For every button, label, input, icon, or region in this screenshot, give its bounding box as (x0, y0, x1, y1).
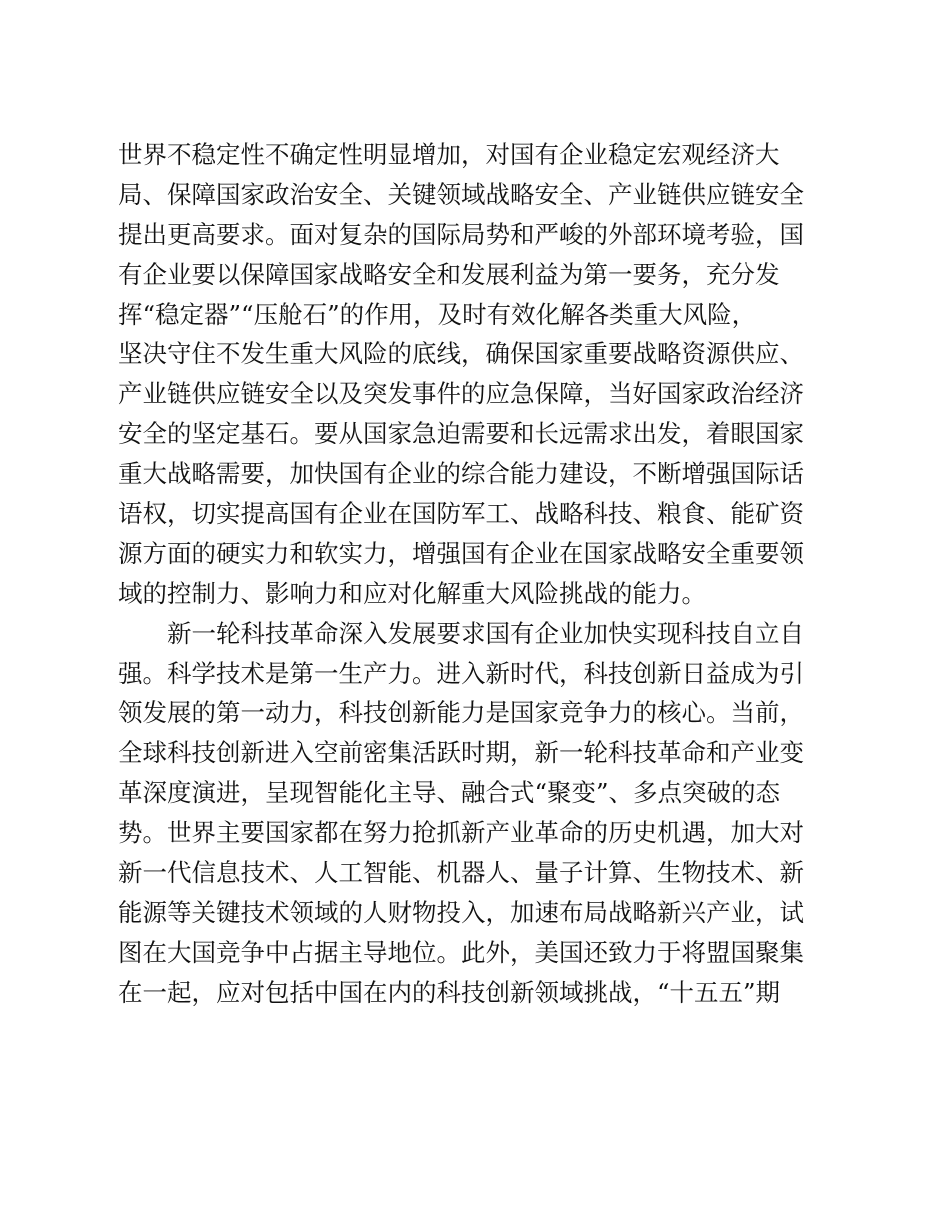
text-line: 在一起，应对包括中国在内的科技创新领域挑战，“十五五”期 (118, 977, 781, 1007)
text-line: 图在大国竞争中占据主导地位。此外，美国还致力于将盟国聚集 (118, 937, 804, 967)
text-line: 全球科技创新进入空前密集活跃时期，新一轮科技革命和产业变 (118, 738, 804, 768)
text-line: 势。世界主要国家都在努力抢抓新产业革命的历史机遇，加大对 (118, 818, 804, 848)
paragraph-2 (118, 614, 818, 1013)
text-line: 领发展的第一动力，科技创新能力是国家竞争力的核心。当前， (118, 698, 804, 728)
text-line: 安全的坚定基石。要从国家急迫需要和长远需求出发，着眼国家 (118, 419, 804, 449)
text-line: 局、保障国家政治安全、关键领域战略安全、产业链供应链安全 (118, 179, 804, 209)
paragraph-1 (118, 135, 818, 614)
text-line: 世界不稳定性不确定性明显增加，对国有企业稳定宏观经济大 (118, 140, 780, 169)
text-line: 革深度演进，呈现智能化主导、融合式“聚变”、多点突破的态 (118, 778, 781, 808)
text-line: 有企业要以保障国家战略安全和发展利益为第一要务，充分发 (118, 259, 780, 289)
text-line: 语权，切实提高国有企业在国防军工、战略科技、粮食、能矿资 (118, 499, 804, 529)
body-text (118, 135, 818, 1013)
text-line: 新一代信息技术、人工智能、机器人、量子计算、生物技术、新 (118, 858, 804, 888)
text-line: 提出更高要求。面对复杂的国际局势和严峻的外部环境考验，国 (118, 219, 804, 249)
text-line: 强。科学技术是第一生产力。进入新时代，科技创新日益成为引 (118, 658, 804, 688)
text-line: 重大战略需要，加快国有企业的综合能力建设，不断增强国际话 (118, 459, 804, 489)
text-line: 产业链供应链安全以及突发事件的应急保障，当好国家政治经济 (118, 379, 804, 409)
text-line: 挥“稳定器”“压舱石”的作用，及时有效化解各类重大风险， (118, 299, 757, 329)
text-line: 源方面的硬实力和软实力，增强国有企业在国家战略安全重要领 (118, 538, 804, 568)
text-line: 新一轮科技革命深入发展要求国有企业加快实现科技自立自 (167, 618, 804, 648)
text-line: 坚决守住不发生重大风险的底线，确保国家重要战略资源供应、 (118, 339, 804, 369)
text-line: 能源等关键技术领域的人财物投入，加速布局战略新兴产业，试 (118, 897, 804, 927)
text-line: 域的控制力、影响力和应对化解重大风险挑战的能力。 (118, 578, 706, 608)
